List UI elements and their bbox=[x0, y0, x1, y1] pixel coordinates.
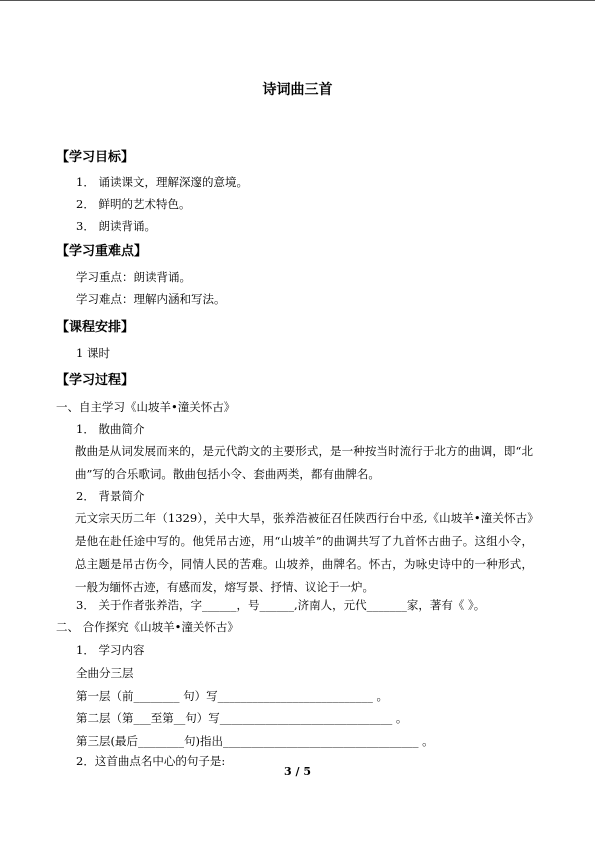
goals-heading: 【学习目标】 bbox=[56, 150, 135, 165]
key-point-1: 学习重点：朗读背诵。 bbox=[76, 270, 191, 284]
part2-line4: 第三层(最后________句)指出__________________________________ 。 bbox=[76, 734, 434, 748]
part2-item1: 1． 学习内容 bbox=[76, 643, 145, 657]
page-number: 3 / 5 bbox=[284, 765, 311, 778]
part2-line1: 全曲分三层 bbox=[76, 666, 134, 680]
part1-paragraph2: 元文宗天历二年（1329），关中大旱，张养浩被征召任陕西行台中丞,《山坡羊•潼关怀古》是他在赴任途中写的。他凭吊古迹，用“山坡羊”的曲调共写了九首怀古曲子。这组小令，总主题是吊古伤今，同情人民的苦难。山坡养，曲牌名。怀古，为咏史诗中的一种形式，一般为缅怀古迹，有感而发，熔写景、抒情、议论于一炉。 bbox=[75, 511, 533, 594]
key-point-2: 学习难点：理解内涵和写法。 bbox=[76, 292, 226, 306]
part2-line2: 第一层（前________ 句）写___________________________ 。 bbox=[76, 689, 389, 703]
goal-item-2: 2． 鲜明的艺术特色。 bbox=[76, 197, 191, 211]
process-heading: 【学习过程】 bbox=[56, 373, 135, 388]
schedule-text: 1 课时 bbox=[76, 346, 110, 360]
part2-line5: 2．这首曲点名中心的句子是: bbox=[76, 754, 226, 768]
schedule-heading: 【课程安排】 bbox=[56, 320, 135, 335]
part1-item3: 3． 关于作者张养浩，字______，号______,济南人，元代_______家，著有《 》。 bbox=[76, 598, 486, 612]
key-points-heading: 【学习重难点】 bbox=[56, 244, 148, 259]
part2-line3: 第二层（第___至第__句）写______________________________ 。 bbox=[76, 711, 408, 725]
part1-item1: 1． 散曲简介 bbox=[76, 422, 145, 436]
goal-item-1: 1． 诵读课文，理解深邃的意境。 bbox=[76, 175, 248, 189]
part2-heading: 二、 合作探究《山坡羊•潼关怀古》 bbox=[56, 620, 239, 634]
part1-paragraph1: 散曲是从词发展而来的，是元代韵文的主要形式，是一种按当时流行于北方的曲调，即“北曲”写的合乐歌词。散曲包括小令、套曲两类，都有曲牌名。 bbox=[75, 444, 533, 481]
page-title: 诗词曲三首 bbox=[262, 82, 333, 98]
part1-heading: 一、自主学习《山坡羊•潼关怀古》 bbox=[56, 400, 236, 414]
part1-item2: 2． 背景简介 bbox=[76, 489, 145, 503]
goal-item-3: 3． 朗读背诵。 bbox=[76, 219, 156, 233]
header-rule bbox=[0, 0, 595, 1]
